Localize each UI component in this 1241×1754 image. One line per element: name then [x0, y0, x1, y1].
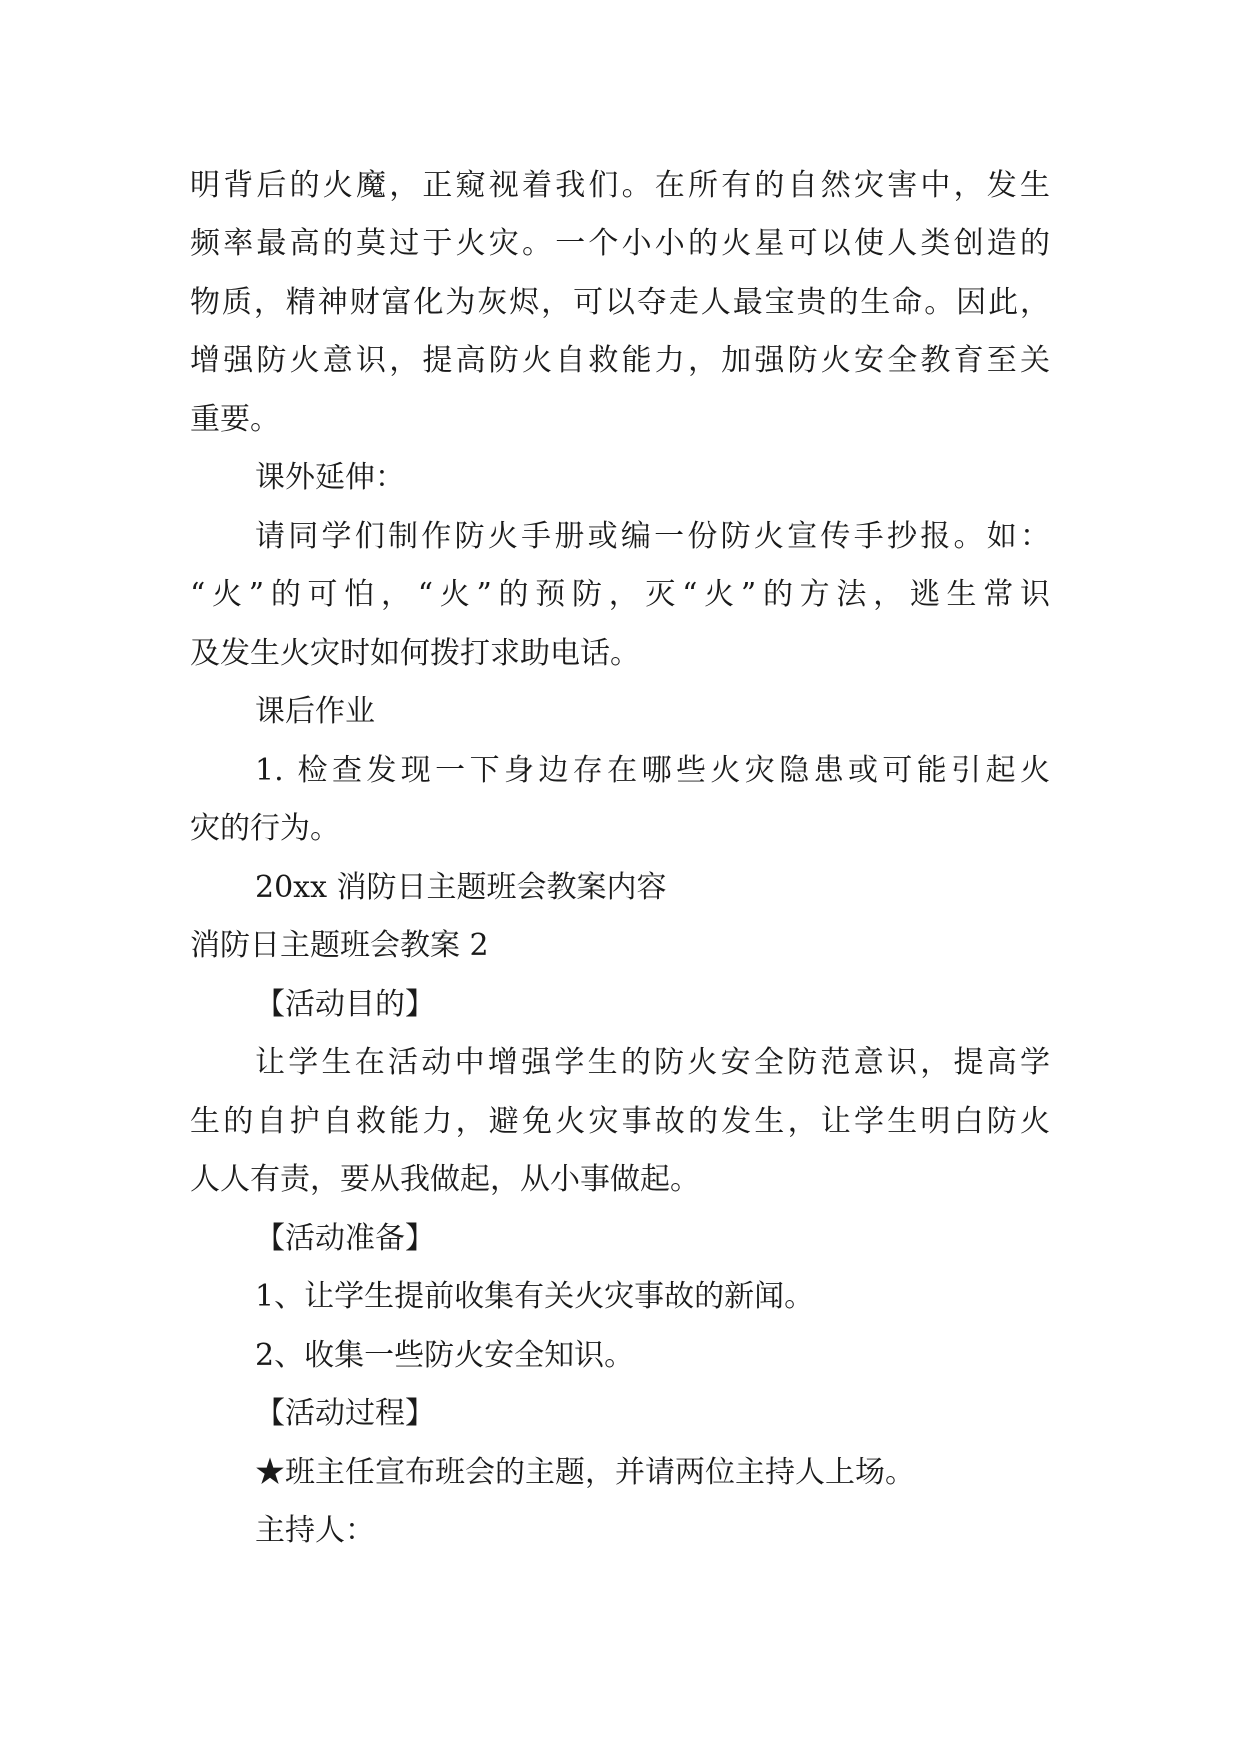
document-title: 消防日主题班会教案 2	[190, 928, 489, 963]
paragraph-line: 主持人：	[255, 1513, 375, 1548]
paragraph-line: ★班主任宣布班会的主题，并请两位主持人上场。	[255, 1455, 915, 1490]
paragraph-line: 重要。	[190, 402, 280, 437]
paragraph-line: 人人有责，要从我做起，从小事做起。	[190, 1162, 700, 1197]
paragraph-line: “火”的可怕，“火”的预防，灭“火”的方法，逃生常识	[190, 577, 1050, 612]
paragraph-line: 让学生在活动中增强学生的防火安全防范意识，提高学	[255, 1045, 1050, 1080]
paragraph-line: 生的自护自救能力，避免火灾事故的发生，让学生明白防火	[190, 1104, 1050, 1139]
paragraph-line: 及发生火灾时如何拨打求助电话。	[190, 636, 640, 671]
paragraph-line: 增强防火意识，提高防火自救能力，加强防火安全教育至关	[190, 343, 1050, 378]
list-item: 1、让学生提前收集有关火灾事故的新闻。	[255, 1279, 815, 1314]
section-heading: 【活动准备】	[255, 1221, 435, 1256]
section-heading: 【活动过程】	[255, 1396, 435, 1431]
paragraph-line: 明背后的火魔，正窥视着我们。在所有的自然灾害中，发生	[190, 168, 1050, 203]
section-heading: 【活动目的】	[255, 987, 435, 1022]
list-item: 1. 检查发现一下身边存在哪些火灾隐患或可能引起火	[255, 753, 1050, 788]
list-item: 2、收集一些防火安全知识。	[255, 1338, 635, 1373]
paragraph-line: 请同学们制作防火手册或编一份防火宣传手抄报。如：	[255, 519, 1050, 554]
section-heading: 课外延伸：	[255, 460, 405, 495]
paragraph-line: 物质，精神财富化为灰烬，可以夺走人最宝贵的生命。因此，	[190, 285, 1050, 320]
subtitle-line: 20xx 消防日主题班会教案内容	[255, 870, 667, 905]
section-heading: 课后作业	[255, 694, 375, 729]
paragraph-line: 频率最高的莫过于火灾。一个小小的火星可以使人类创造的	[190, 226, 1050, 261]
paragraph-line: 灾的行为。	[190, 811, 340, 846]
